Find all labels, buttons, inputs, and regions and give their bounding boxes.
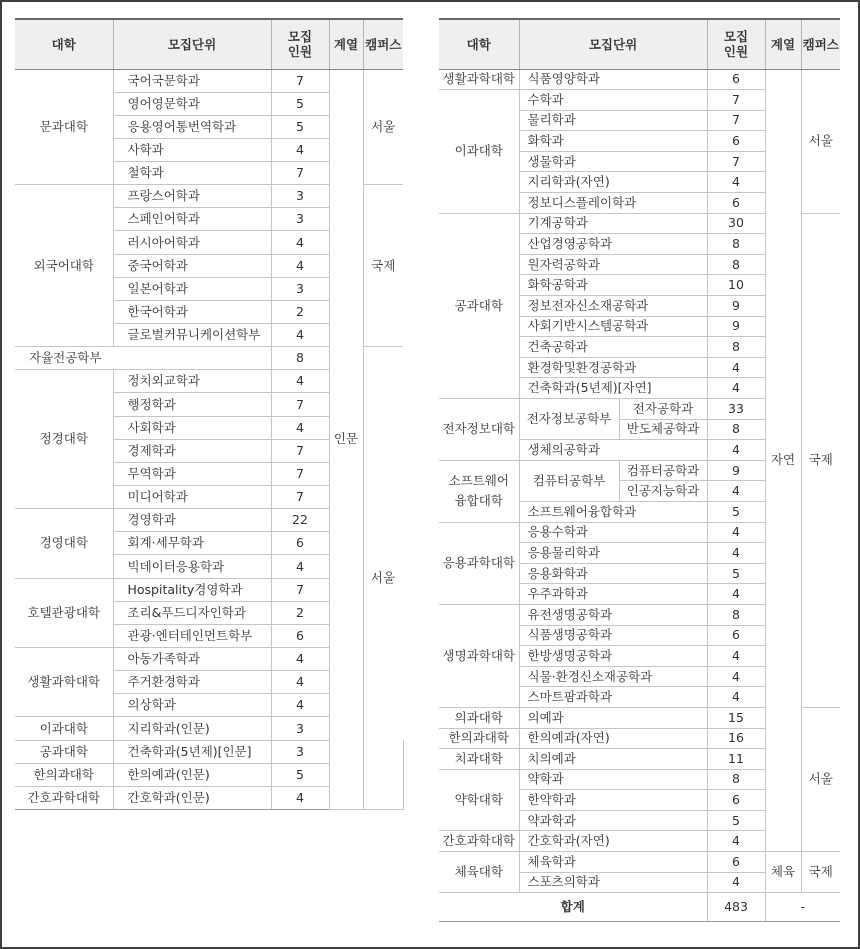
unit-quota: 4 [271, 254, 329, 277]
unit-name: 무역학과 [113, 462, 271, 485]
unit-quota: 4 [271, 370, 329, 393]
college-name: 생활과학대학 [439, 69, 519, 90]
college-name: 응용과학대학 [439, 522, 519, 604]
unit-quota: 4 [271, 694, 329, 717]
college-name: 한의과대학 [15, 763, 113, 786]
college-name: 문과대학 [15, 69, 113, 185]
unit-quota: 7 [271, 462, 329, 485]
unit-quota: 15 [707, 707, 765, 728]
unit-quota: 4 [271, 555, 329, 578]
field-name: 체육 [765, 852, 801, 893]
campus-name: 국제 [801, 213, 840, 707]
unit-name: 관광·엔터테인먼트학부 [113, 624, 271, 647]
unit-quota: 33 [707, 399, 765, 420]
unit-name: 유전생명공학과 [519, 604, 707, 625]
header-quota: 모집 인원 [271, 19, 329, 69]
unit-quota: 5 [707, 810, 765, 831]
unit-name: 한의예과(인문) [113, 763, 271, 786]
unit-name: 간호학과(인문) [113, 786, 271, 809]
unit-name: 스포츠의학과 [519, 872, 707, 893]
unit-name: 한방생명공학과 [519, 646, 707, 667]
unit-quota: 6 [707, 790, 765, 811]
unit-quota: 2 [271, 601, 329, 624]
unit-quota: 3 [271, 277, 329, 300]
unit-name: 행정학과 [113, 393, 271, 416]
unit-name: 응용영어통번역학과 [113, 115, 271, 138]
college-name: 정경대학 [15, 370, 113, 509]
total-rest: - [765, 893, 840, 922]
college-name: 공과대학 [439, 213, 519, 398]
unit-quota: 5 [707, 501, 765, 522]
unit-quota: 7 [707, 151, 765, 172]
unit-name: 한국어학과 [113, 300, 271, 323]
unit-name: 일본어학과 [113, 277, 271, 300]
unit-name: 환경학및환경공학과 [519, 357, 707, 378]
unit-name: 글로벌커뮤니케이션학부 [113, 324, 271, 347]
table-row [439, 852, 840, 873]
campus-name: 서울 [363, 69, 403, 185]
field-name: 인문 [329, 69, 363, 810]
unit-quota: 7 [271, 439, 329, 462]
unit-quota: 2 [271, 300, 329, 323]
unit-quota: 4 [707, 172, 765, 193]
unit-quota: 22 [271, 509, 329, 532]
unit-quota: 4 [707, 646, 765, 667]
sub-unit-name: 컴퓨터공학부 [519, 460, 619, 501]
unit-name: 수학과 [519, 90, 707, 111]
header-quota: 모집 인원 [707, 19, 765, 69]
college-name: 한의과대학 [439, 728, 519, 749]
unit-name: 인공지능학과 [619, 481, 707, 502]
humanities-quota-table [15, 18, 403, 810]
unit-name: 건축공학과 [519, 337, 707, 358]
unit-quota: 5 [271, 763, 329, 786]
unit-quota: 8 [707, 234, 765, 255]
campus-name: 서울 [801, 707, 840, 851]
unit-quota: 4 [707, 543, 765, 564]
unit-name: 화학과 [519, 131, 707, 152]
unit-quota: 4 [271, 231, 329, 254]
unit-name: 러시아어학과 [113, 231, 271, 254]
unit-quota: 6 [271, 532, 329, 555]
unit-quota: 8 [707, 604, 765, 625]
unit-quota: 6 [707, 625, 765, 646]
unit-quota: 4 [707, 666, 765, 687]
campus-name: 국제 [363, 185, 403, 347]
header-field: 계열 [329, 19, 363, 69]
unit-name: 화학공학과 [519, 275, 707, 296]
unit-name: 치의예과 [519, 749, 707, 770]
unit-name: 식품영양학과 [519, 69, 707, 90]
unit-quota: 4 [707, 357, 765, 378]
unit-quota: 9 [707, 316, 765, 337]
college-name: 경영대학 [15, 509, 113, 578]
unit-name: 물리학과 [519, 110, 707, 131]
unit-quota: 16 [707, 728, 765, 749]
sub-unit-name: 전자정보공학부 [519, 399, 619, 440]
unit-name: 조리&푸드디자인학과 [113, 601, 271, 624]
unit-quota: 7 [707, 110, 765, 131]
unit-quota: 9 [707, 296, 765, 317]
unit-quota: 6 [707, 69, 765, 90]
unit-name: 중국어학과 [113, 254, 271, 277]
unit-name: 기계공학과 [519, 213, 707, 234]
unit-quota: 7 [707, 90, 765, 111]
header-field: 계열 [765, 19, 801, 69]
unit-name: 회계·세무학과 [113, 532, 271, 555]
unit-quota: 10 [707, 275, 765, 296]
unit-quota: 8 [707, 419, 765, 440]
unit-name: 경영학과 [113, 509, 271, 532]
unit-quota: 5 [271, 115, 329, 138]
college-name: 호텔관광대학 [15, 578, 113, 647]
unit-quota: 4 [271, 671, 329, 694]
campus-name: 서울 [801, 69, 840, 213]
unit-quota: 6 [707, 852, 765, 873]
unit-name: 사회학과 [113, 416, 271, 439]
field-name: 자연 [765, 69, 801, 852]
unit-name: 스페인어학과 [113, 208, 271, 231]
table-row [439, 69, 840, 90]
unit-name: 주거환경학과 [113, 671, 271, 694]
unit-name: 산업경영공학과 [519, 234, 707, 255]
total-row [439, 893, 840, 922]
college-name: 치과대학 [439, 749, 519, 770]
unit-quota: 4 [707, 872, 765, 893]
unit-quota: 7 [271, 69, 329, 92]
unit-name: 우주과학과 [519, 584, 707, 605]
unit-quota: 4 [707, 687, 765, 708]
unit-name: Hospitality경영학과 [113, 578, 271, 601]
unit-name: 경제학과 [113, 439, 271, 462]
unit-name: 간호학과(자연) [519, 831, 707, 852]
unit-quota: 4 [707, 378, 765, 399]
unit-name: 컴퓨터공학과 [619, 460, 707, 481]
unit-name: 사회기반시스템공학과 [519, 316, 707, 337]
college-name: 간호과학대학 [439, 831, 519, 852]
unit-name: 스마트팜과학과 [519, 687, 707, 708]
unit-quota: 4 [271, 786, 329, 809]
unit-name: 정보전자신소재공학과 [519, 296, 707, 317]
unit-name: 사학과 [113, 138, 271, 161]
unit-quota: 11 [707, 749, 765, 770]
unit-name: 응용물리학과 [519, 543, 707, 564]
college-name: 약학대학 [439, 769, 519, 831]
college-name: 생명과학대학 [439, 604, 519, 707]
unit-name: 한약학과 [519, 790, 707, 811]
header-campus: 캠퍼스 [363, 19, 403, 69]
unit-name: 영어영문학과 [113, 92, 271, 115]
unit-quota: 4 [707, 440, 765, 461]
unit-quota: 9 [707, 460, 765, 481]
unit-name: 국어국문학과 [113, 69, 271, 92]
unit-name: 지리학과(자연) [519, 172, 707, 193]
unit-name: 응용수학과 [519, 522, 707, 543]
unit-quota: 6 [707, 193, 765, 214]
unit-name: 생체의공학과 [519, 440, 707, 461]
unit-quota: 4 [271, 648, 329, 671]
college-name: 의과대학 [439, 707, 519, 728]
unit-name: 식품생명공학과 [519, 625, 707, 646]
total-label: 합계 [439, 893, 707, 922]
header-unit: 모집단위 [519, 19, 707, 69]
unit-quota: 7 [271, 578, 329, 601]
unit-name: 의상학과 [113, 694, 271, 717]
unit-quota: 6 [271, 624, 329, 647]
unit-name: 철학과 [113, 162, 271, 185]
total-quota: 483 [707, 893, 765, 922]
unit-name: 아동가족학과 [113, 648, 271, 671]
unit-name: 미디어학과 [113, 486, 271, 509]
unit-quota: 7 [271, 393, 329, 416]
unit-name: 원자력공학과 [519, 254, 707, 275]
unit-quota: 3 [271, 740, 329, 763]
unit-quota: 3 [271, 717, 329, 740]
table-row [15, 69, 403, 92]
unit-quota: 30 [707, 213, 765, 234]
unit-quota: 5 [271, 92, 329, 115]
unit-quota: 4 [707, 584, 765, 605]
college-name: 전자정보대학 [439, 399, 519, 461]
unit-quota: 4 [271, 324, 329, 347]
unit-quota: 8 [707, 254, 765, 275]
campus-name: 국제 [801, 852, 840, 893]
campus-name: 서울 [363, 347, 403, 810]
unit-quota: 8 [707, 337, 765, 358]
unit-name: 한의예과(자연) [519, 728, 707, 749]
unit-quota: 8 [707, 769, 765, 790]
unit-quota: 8 [271, 347, 329, 370]
unit-quota: 7 [271, 162, 329, 185]
unit-name: 소프트웨어융합학과 [519, 501, 707, 522]
unit-name: 지리학과(인문) [113, 717, 271, 740]
unit-quota: 5 [707, 563, 765, 584]
college-name: 이과대학 [439, 90, 519, 214]
unit-name: 빅데이터응용학과 [113, 555, 271, 578]
unit-name: 전자공학과 [619, 399, 707, 420]
header-univ: 대학 [15, 19, 113, 69]
unit-name: 약과학과 [519, 810, 707, 831]
unit-name: 생물학과 [519, 151, 707, 172]
unit-name: 건축학과(5년제)[자연] [519, 378, 707, 399]
header-univ: 대학 [439, 19, 519, 69]
unit-name: 식물·환경신소재공학과 [519, 666, 707, 687]
unit-quota: 4 [707, 522, 765, 543]
unit-quota: 4 [707, 831, 765, 852]
unit-name: 정치외교학과 [113, 370, 271, 393]
unit-name: 반도체공학과 [619, 419, 707, 440]
unit-quota: 3 [271, 185, 329, 208]
unit-name: 약학과 [519, 769, 707, 790]
unit-name: 체육학과 [519, 852, 707, 873]
college-name: 생활과학대학 [15, 648, 113, 717]
unit-quota: 4 [271, 138, 329, 161]
unit-quota: 4 [271, 416, 329, 439]
sciences-quota-table [439, 18, 840, 922]
unit-name: 정보디스플레이학과 [519, 193, 707, 214]
unit-name: 프랑스어학과 [113, 185, 271, 208]
college-name: 공과대학 [15, 740, 113, 763]
header-unit: 모집단위 [113, 19, 271, 69]
college-name: 소프트웨어 융합대학 [439, 460, 519, 522]
unit-quota: 4 [707, 481, 765, 502]
unit-name: 의예과 [519, 707, 707, 728]
college-name: 이과대학 [15, 717, 113, 740]
unit-name: 응용화학과 [519, 563, 707, 584]
unit-name: 건축학과(5년제)[인문] [113, 740, 271, 763]
unit-quota: 6 [707, 131, 765, 152]
college-name: 체육대학 [439, 852, 519, 893]
unit-quota: 3 [271, 208, 329, 231]
college-name: 자율전공학부 [15, 347, 271, 370]
college-name: 외국어대학 [15, 185, 113, 347]
header-campus: 캠퍼스 [801, 19, 840, 69]
unit-quota: 7 [271, 486, 329, 509]
college-name: 간호과학대학 [15, 786, 113, 809]
